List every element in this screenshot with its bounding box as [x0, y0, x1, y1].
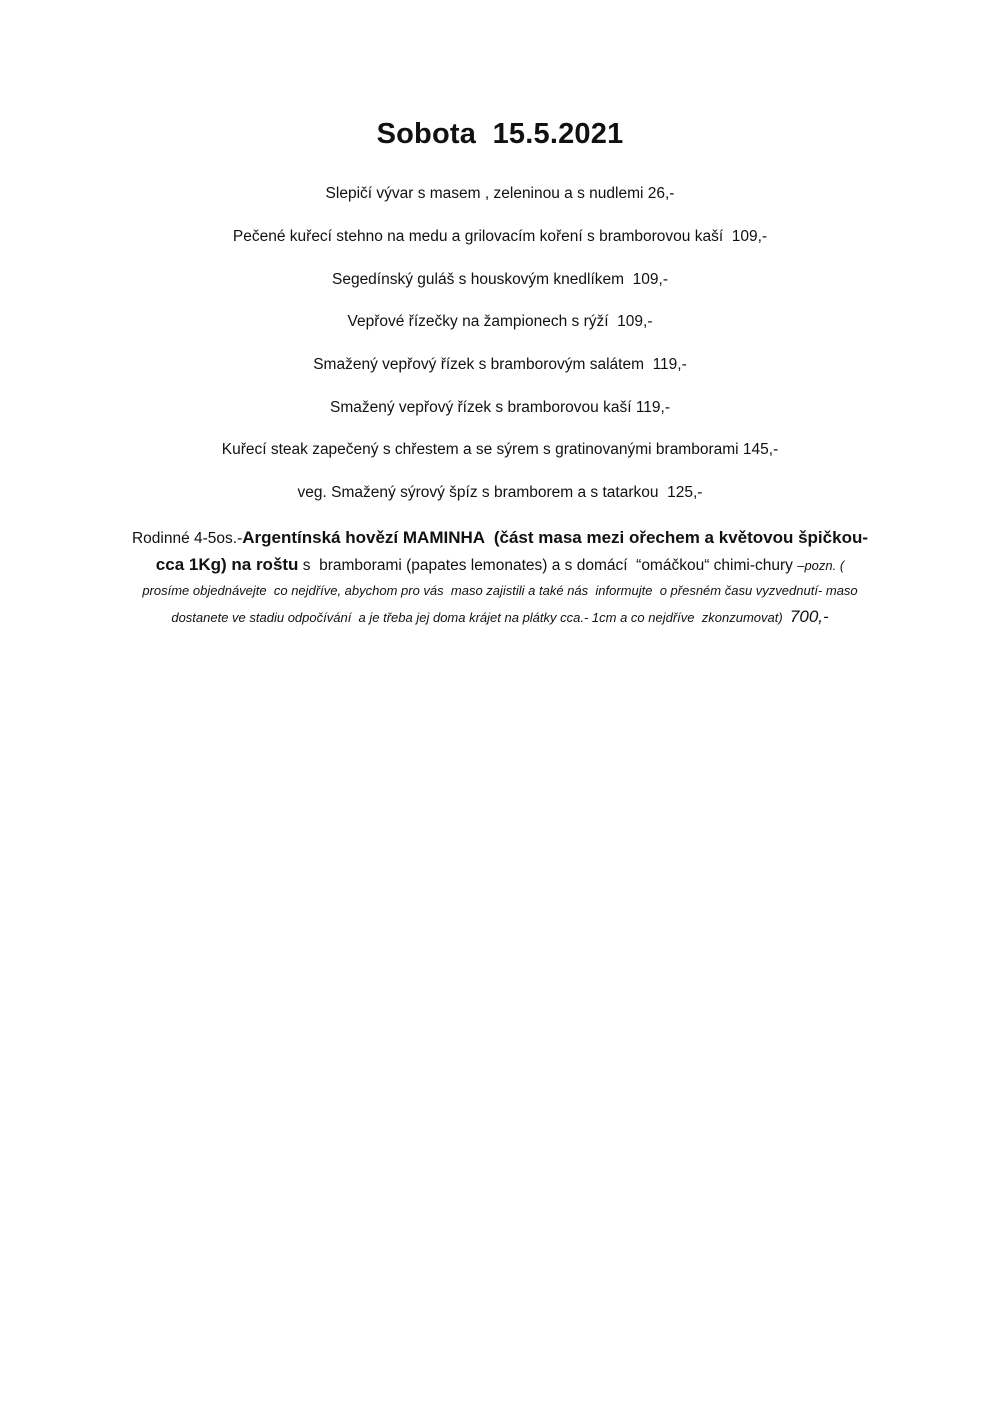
menu-item: Kuřecí steak zapečený s chřestem a se sýrem s gratinovanými bramborami 145,- — [221, 441, 779, 458]
menu-item: Slepičí vývar s masem , zeleninou a s nudlemi 26,- — [325, 185, 675, 202]
special-offer — [110, 524, 890, 630]
special-dish-name: Argentínská hovězí MAMINHA (část masa mezi ořechem a květovou špičkou- — [242, 528, 868, 547]
page-title: Sobota 15.5.2021 — [376, 118, 624, 150]
special-line-1 — [110, 524, 890, 551]
menu-item: Pečené kuřecí stehno na medu a grilovacím koření s bramborovou kaší 109,- — [232, 228, 768, 245]
special-prefix: Rodinné 4-5os.- — [131, 530, 243, 547]
special-line-2 — [110, 551, 890, 578]
special-price: 700,- — [789, 607, 829, 626]
menu-item: veg. Smažený sýrový špíz s bramborem a s tatarkou 125,- — [297, 484, 703, 501]
special-note: prosíme objednávejte co nejdříve, abychom pro vás maso zajistili a také nás informujte o přesném času vyzvednutí- maso — [142, 583, 858, 598]
menu-item: Segedínský guláš s houskovým knedlíkem 109,- — [331, 271, 668, 288]
special-sides: s bramborami (papates lemonates) a s domácí “omáčkou“ chimi-chury — [298, 557, 798, 574]
special-note-text: dostanete ve stadiu odpočívání a je třeba jej doma krájet na plátky cca.- 1cm a co nejdříve zkonzumovat) — [171, 610, 790, 625]
menu-item: Smažený vepřový řízek s bramborovým salátem 119,- — [313, 356, 687, 373]
special-note-end — [110, 604, 890, 630]
menu-item: Smažený vepřový řízek s bramborovou kaší 119,- — [330, 399, 670, 416]
menu-item: Vepřové řízečky na žampionech s rýží 109,- — [347, 313, 653, 330]
special-note-start: –pozn. ( — [797, 558, 845, 573]
special-dish-weight: cca 1Kg) na roštu — [155, 555, 299, 574]
